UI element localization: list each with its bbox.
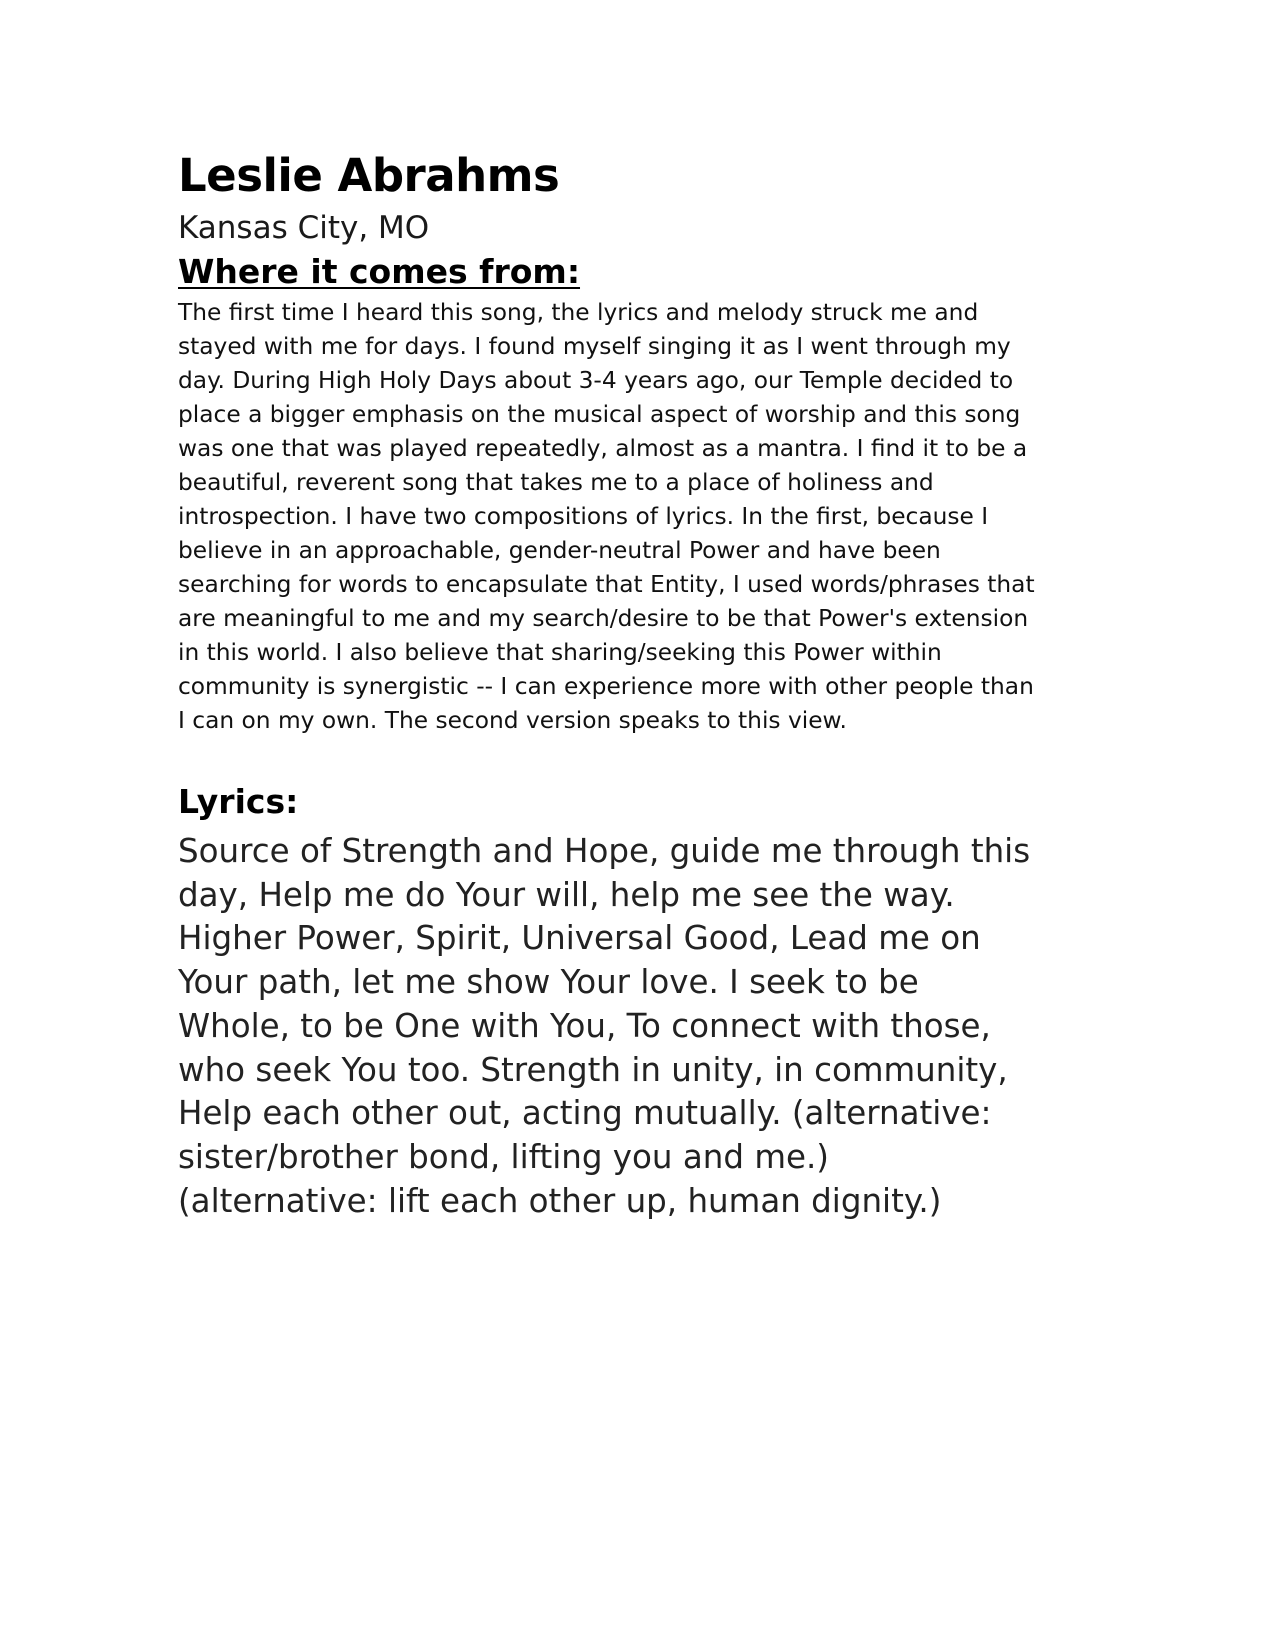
origin-text: The first time I heard this song, the lyrics and melody struck me and stayed with me for days. I found myself singing it as I went through my day. During High Holy Days about 3-4 years ago, our Temple decided to place a bigger emphasis on the musical aspect of worship and this song was one that was played repeatedly, almost as a mantra. I find it to be a beautiful, reverent song that takes me to a place of holiness and introspection. I have two compositions of lyrics. In the first, because I believe in an approachable, gender-neutral Power and have been searching for words to encapsulate that Entity, I used words/phrases that are meaningful to me and my search/desire to be that Power's extension in this world. I also believe that sharing/seeking this Power within community is synergistic -- I can experience more with other people than I can on my own. The second version speaks to this view. [178,299,1035,734]
lyrics-heading: Lyrics: [178,782,299,821]
author-name: Leslie Abrahms [178,149,560,202]
origin-heading: Where it comes from: [178,252,581,291]
document-page [178,150,1038,1223]
lyrics-text: Source of Strength and Hope, guide me through this day, Help me do Your will, help me see the way. Higher Power, Spirit, Universal Good, Lead me on Your path, let me show Your love. I seek to be Whole, to be One with You, To connect with those, who seek You too. Strength in unity, in community, Help each other out, acting mutually. (alternative: sister/brother bond, lifting you and me.) (alternative: lift each other up, human dignity.) [178,832,1031,1220]
author-location: Kansas City, MO [178,210,430,246]
